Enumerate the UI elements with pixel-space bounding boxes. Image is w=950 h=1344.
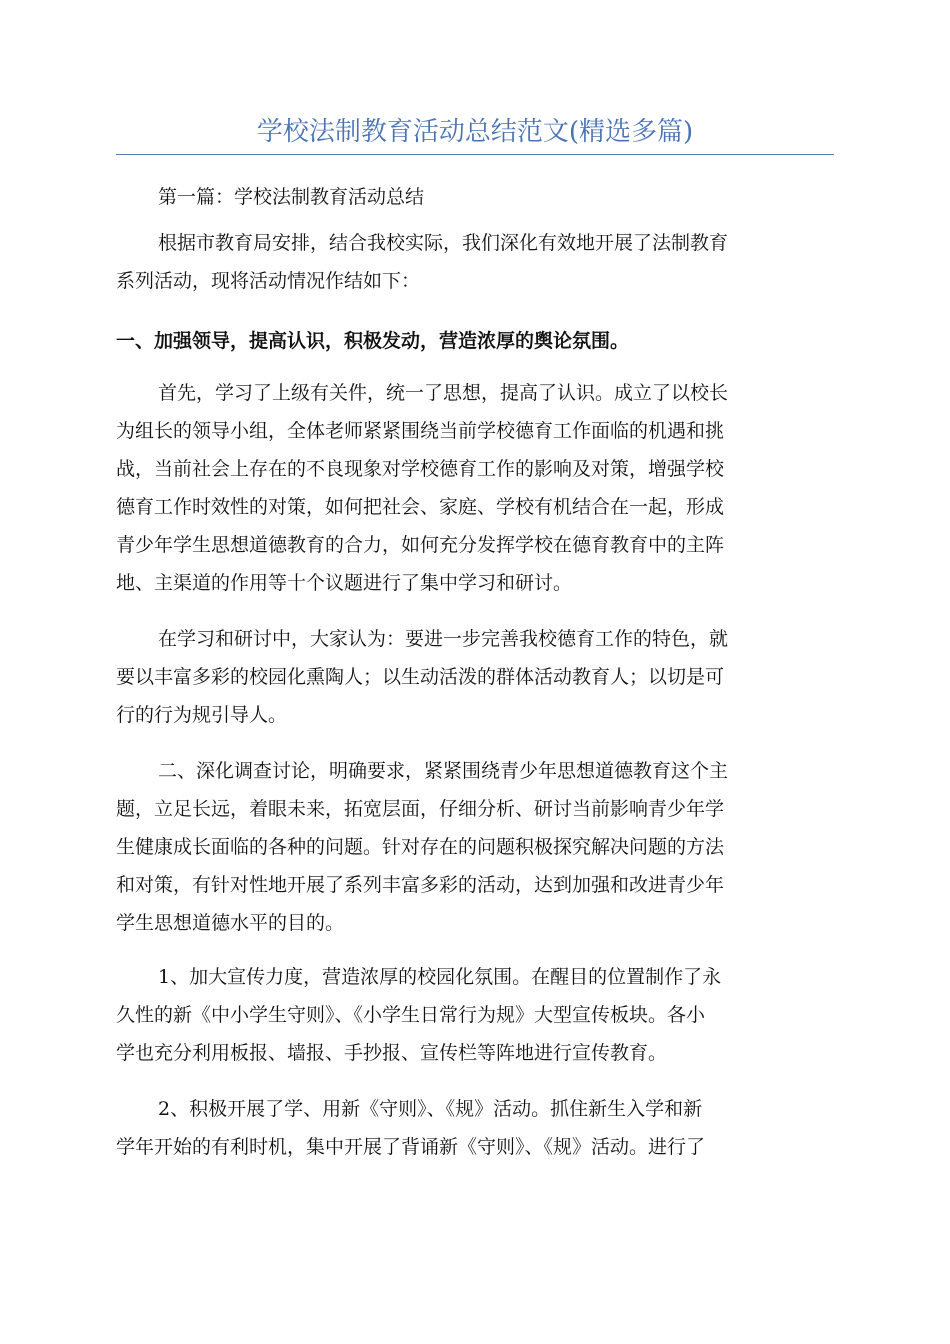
paragraph-item-2 [116,1090,834,1166]
text-line: 生健康成长面临的各种的问题。针对存在的问题积极探究解决问题的方法 [116,836,725,858]
text-line: 学也充分利用板报、墙报、手抄报、宣传栏等阵地进行宣传教育。 [116,1042,668,1064]
text-line: 和对策，有针对性地开展了系列丰富多彩的活动，达到加强和改进青少年 [116,874,725,896]
text-line: 地、主渠道的作用等十个议题进行了集中学习和研讨。 [116,572,573,594]
text-line: 青少年学生思想道德教育的合力，如何充分发挥学校在德育教育中的主阵 [116,534,725,556]
text-line: 要以丰富多彩的校园化熏陶人；以生动活泼的群体活动教育人；以切是可 [116,666,725,688]
text-line: 一、加强领导，提高认识，积极发动，营造浓厚的舆论氛围。 [116,330,630,352]
text-line: 在学习和研讨中，大家认为：要进一步完善我校德育工作的特色，就 [158,628,729,650]
document-page [116,112,834,1158]
paragraph-first [116,374,834,602]
text-line: 战，当前社会上存在的不良现象对学校德育工作的影响及对策，增强学校 [116,458,725,480]
paragraph-section-two [116,752,834,942]
text-line: 2、积极开展了学、用新《守则》、《规》活动。抓住新生入学和新 [158,1098,703,1120]
document-title: 学校法制教育活动总结范文(精选多篇) [256,117,694,147]
text-line: 行的行为规引导人。 [116,704,288,726]
paragraph-intro [116,224,834,300]
text-line: 二、深化调查讨论，明确要求，紧紧围绕青少年思想道德教育这个主 [158,760,729,782]
text-line: 学生思想道德水平的目的。 [116,912,345,934]
text-line: 为组长的领导小组，全体老师紧紧围绕当前学校德育工作面临的机遇和挑 [116,420,725,442]
text-line: 1、加大宣传力度，营造浓厚的校园化氛围。在醒目的位置制作了永 [158,966,722,988]
bold-heading-1 [116,322,834,360]
text-line: 系列活动，现将活动情况作结如下： [116,270,421,292]
text-line: 学年开始的有利时机，集中开展了背诵新《守则》、《规》活动。进行了 [116,1136,706,1158]
text-line: 根据市教育局安排，结合我校实际，我们深化有效地开展了法制教育 [158,232,729,254]
text-line: 题，立足长远，着眼未来，拓宽层面，仔细分析、研讨当前影响青少年学 [116,798,725,820]
text-line: 德育工作时效性的对策，如何把社会、家庭、学校有机结合在一起，形成 [116,496,725,518]
section-heading: 第一篇：学校法制教育活动总结 [158,186,425,208]
paragraph-discussion [116,620,834,734]
title-underline [116,154,834,155]
paragraph-item-1 [116,958,834,1072]
text-line: 首先，学习了上级有关件，统一了思想，提高了认识。成立了以校长 [158,382,729,404]
text-line: 久性的新《中小学生守则》、《小学生日常行为规》大型宣传板块。各小 [116,1004,706,1026]
